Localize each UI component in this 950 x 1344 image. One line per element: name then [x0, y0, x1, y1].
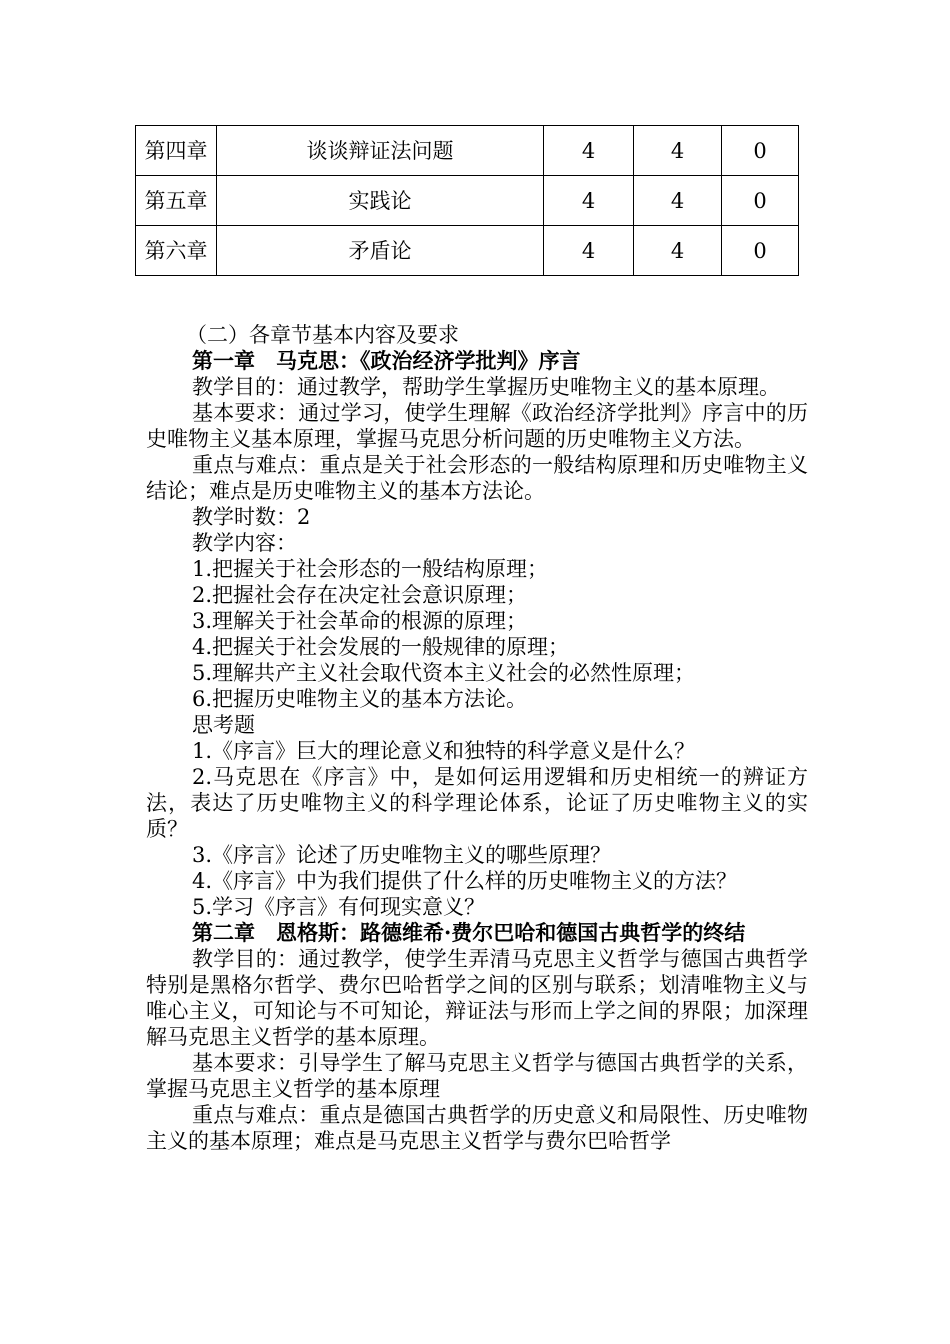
section-heading: （二）各章节基本内容及要求 — [186, 323, 459, 347]
title-cell: 矛盾论 — [217, 226, 544, 276]
chapter1-questions-label: 思考题 — [192, 713, 255, 737]
table-row — [136, 226, 799, 276]
chapter2-requirement: 基本要求：引导学生了解马克思主义哲学与德国古典哲学的关系，掌握马克思主义哲学的基本原理 — [146, 1051, 808, 1101]
chapter1-content-label: 教学内容： — [192, 531, 297, 555]
course-hours-table — [135, 125, 799, 276]
document-body — [146, 322, 808, 1154]
question-item: 3.《序言》论述了历史唯物主义的哪些原理？ — [192, 843, 612, 867]
chapter-cell: 第六章 — [136, 226, 217, 276]
list-item: 4.把握关于社会发展的一般规律的原理； — [192, 635, 570, 659]
list-item: 6.把握历史唯物主义的基本方法论。 — [192, 687, 528, 711]
chapter1-hours: 教学时数：2 — [192, 505, 311, 529]
other-hours-cell: 0 — [722, 126, 799, 176]
total-hours-cell: 4 — [544, 126, 634, 176]
list-item: 1.把握关于社会形态的一般结构原理； — [192, 557, 549, 581]
title-cell: 实践论 — [217, 176, 544, 226]
chapter2-goal: 教学目的：通过教学，使学生弄清马克思主义哲学与德国古典哲学特别是黑格尔哲学、费尔巴哈哲学之间的区别与联系；划清唯物主义与唯心主义，可知论与不可知论，辩证法与形而上学之间的界限；加深理解马克思主义哲学的基本原理。 — [146, 947, 808, 1049]
chapter1-requirement: 基本要求：通过学习，使学生理解《政治经济学批判》序言中的历史唯物主义基本原理，掌握马克思分析问题的历史唯物主义方法。 — [146, 401, 808, 451]
question-item: 2.马克思在《序言》中，是如何运用逻辑和历史相统一的辨证方法，表达了历史唯物主义的科学理论体系，论证了历史唯物主义的实质？ — [146, 765, 808, 841]
chapter2-title: 第二章 恩格斯：路德维希·费尔巴哈和德国古典哲学的终结 — [192, 920, 746, 945]
table-row — [136, 176, 799, 226]
table-row — [136, 126, 799, 176]
chapter1-key-points: 重点与难点：重点是关于社会形态的一般结构原理和历史唯物主义结论；难点是历史唯物主义的基本方法论。 — [146, 453, 808, 503]
chapter2-key-points: 重点与难点：重点是德国古典哲学的历史意义和局限性、历史唯物主义的基本原理；难点是马克思主义哲学与费尔巴哈哲学 — [146, 1103, 808, 1153]
other-hours-cell: 0 — [722, 226, 799, 276]
list-item: 2.把握社会存在决定社会意识原理； — [192, 583, 528, 607]
question-item: 1.《序言》巨大的理论意义和独特的科学意义是什么？ — [192, 739, 696, 763]
question-item: 5.学习《序言》有何现实意义？ — [192, 895, 486, 919]
chapter-cell: 第五章 — [136, 176, 217, 226]
total-hours-cell: 4 — [544, 176, 634, 226]
question-item: 4.《序言》中为我们提供了什么样的历史唯物主义的方法？ — [192, 869, 738, 893]
lecture-hours-cell: 4 — [634, 126, 722, 176]
chapter1-goal: 教学目的：通过教学，帮助学生掌握历史唯物主义的基本原理。 — [192, 375, 780, 399]
lecture-hours-cell: 4 — [634, 226, 722, 276]
other-hours-cell: 0 — [722, 176, 799, 226]
list-item: 5.理解共产主义社会取代资本主义社会的必然性原理； — [192, 661, 696, 685]
lecture-hours-cell: 4 — [634, 176, 722, 226]
chapter1-title: 第一章 马克思：《政治经济学批判》序言 — [192, 348, 581, 373]
list-item: 3.理解关于社会革命的根源的原理； — [192, 609, 528, 633]
title-cell: 谈谈辩证法问题 — [217, 126, 544, 176]
total-hours-cell: 4 — [544, 226, 634, 276]
chapter-cell: 第四章 — [136, 126, 217, 176]
